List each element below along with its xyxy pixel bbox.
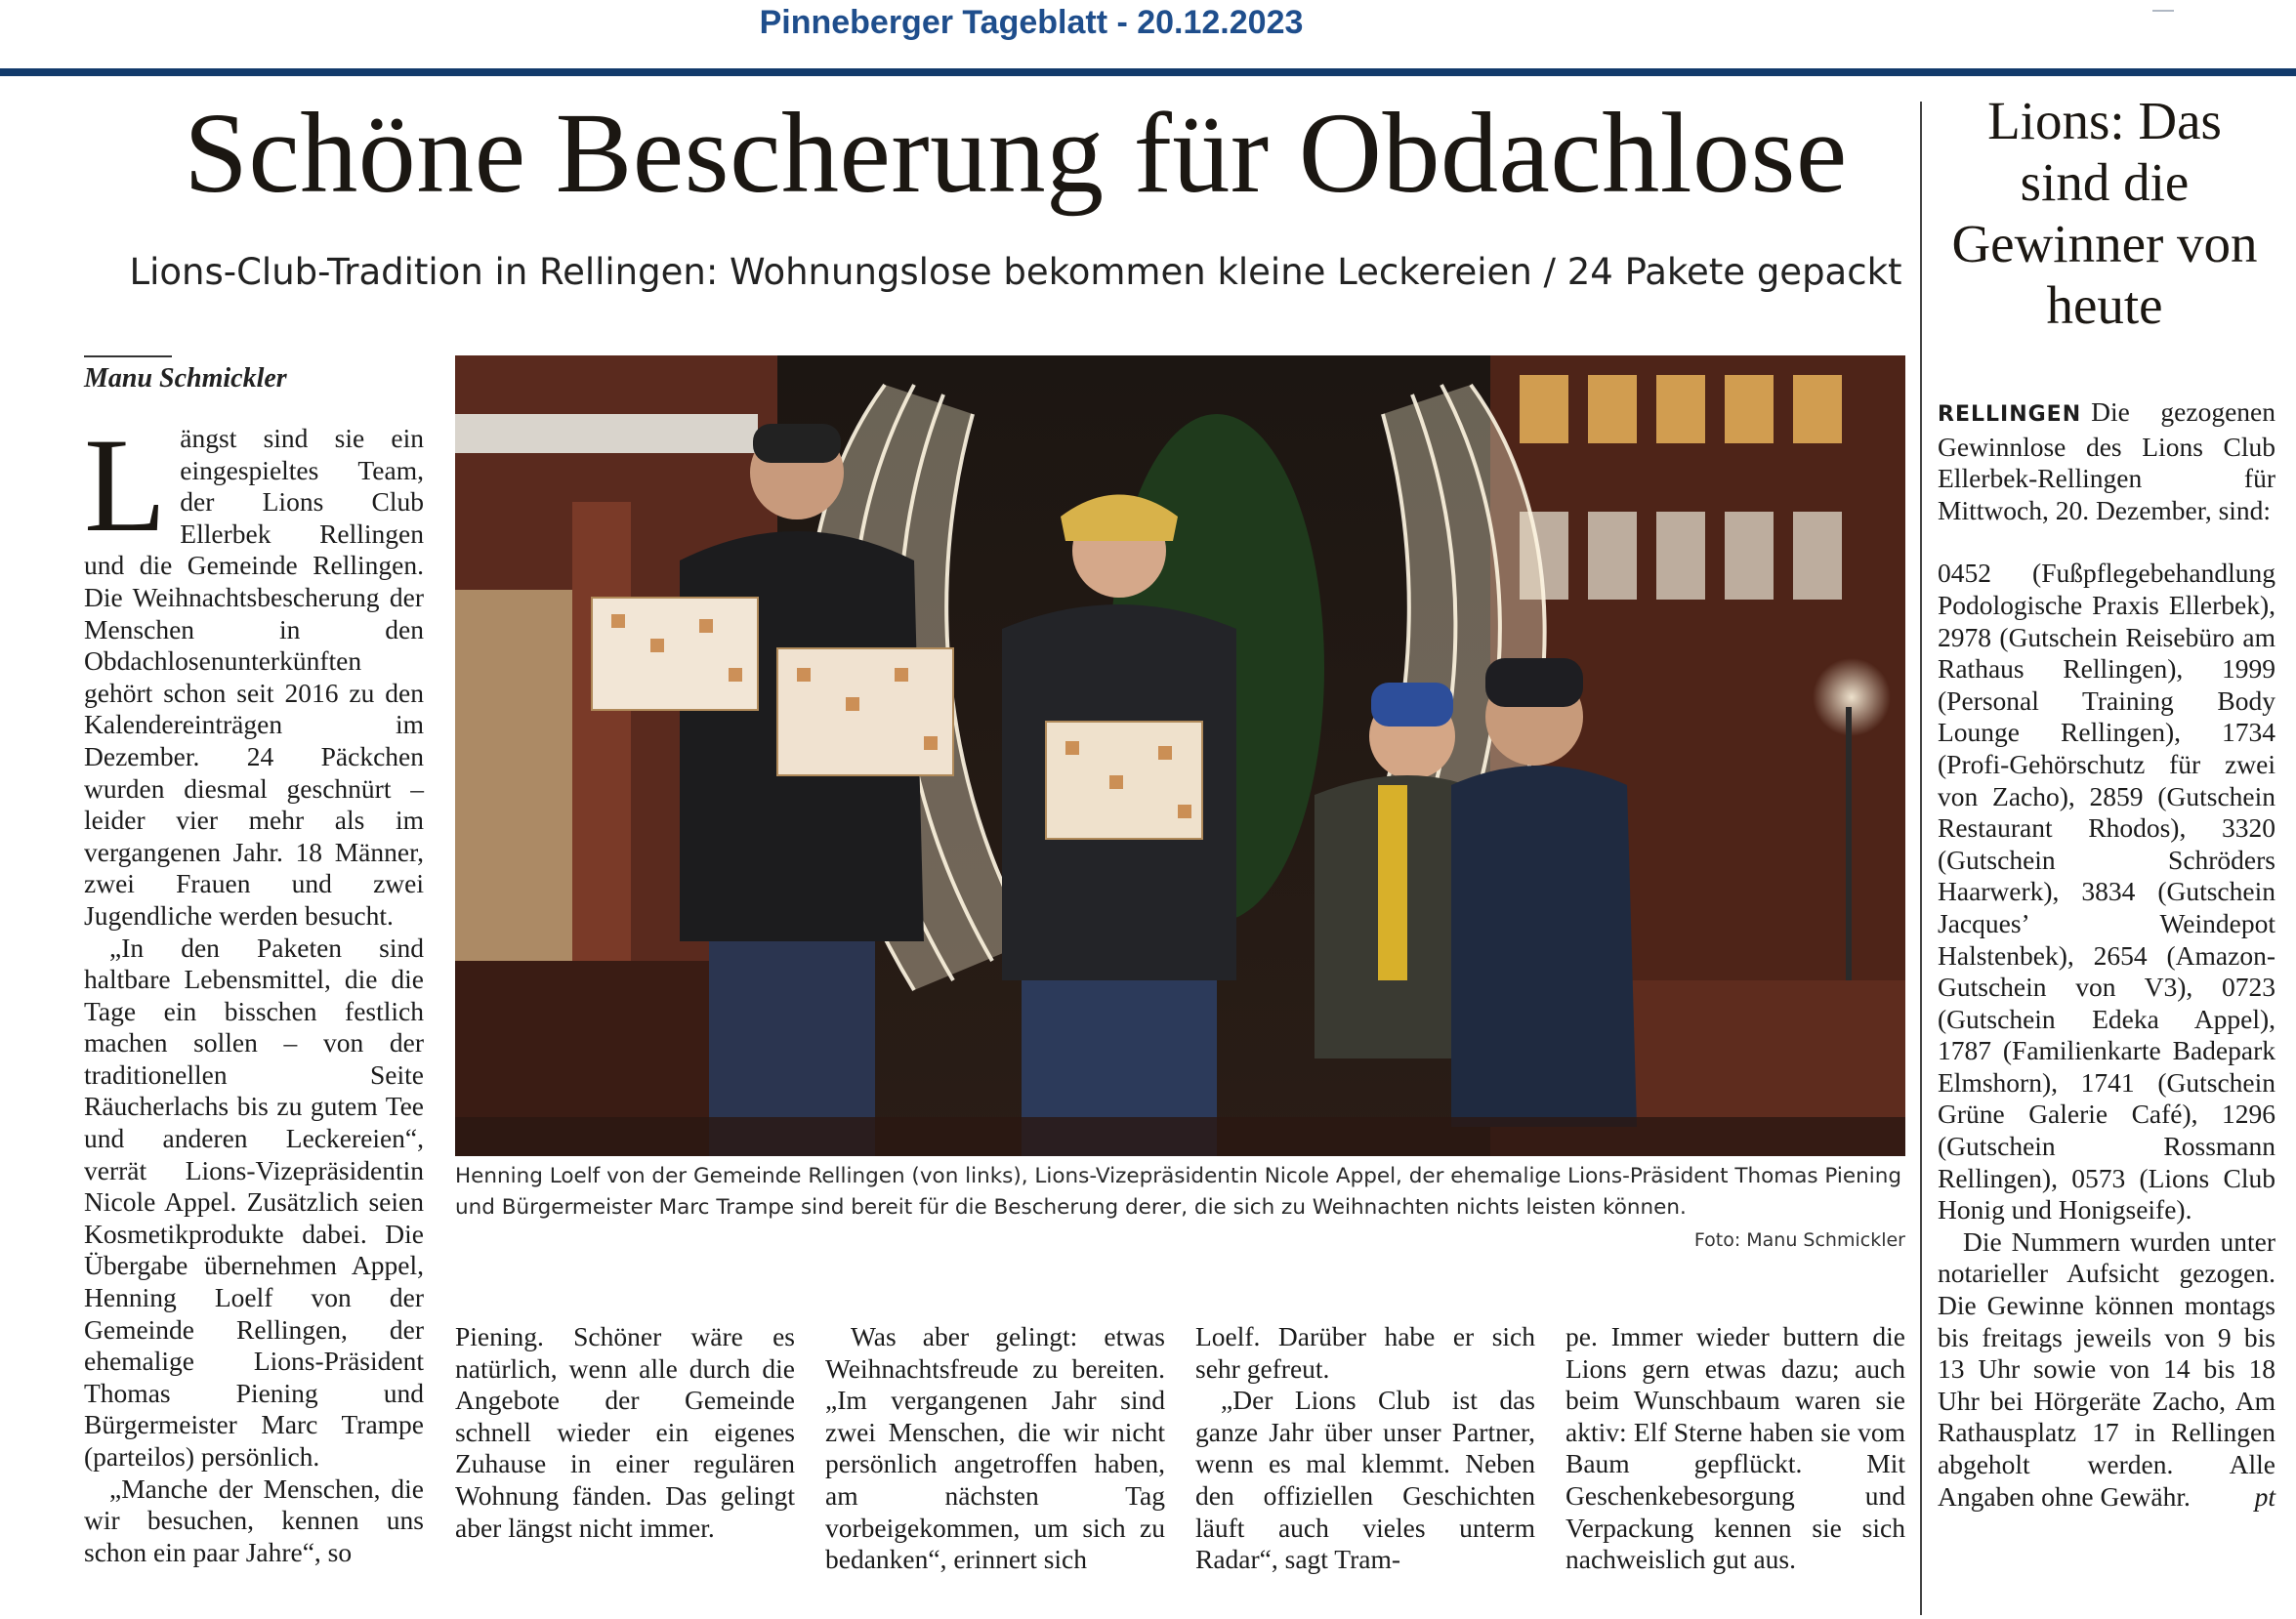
paragraph: „In den Paketen sind haltbare Lebensmittel, die die Tage ein bisschen festlich machen sollen – von der traditionellen Seite Räucherlachs bis zu gutem Tee und anderen Leckereien“, verrät Lions-Vizepräsidentin Nicole Appel. Zusätzlich seien Kosmetikprodukte dabei. Die Übergabe übernehmen Appel, Henning Loelf von der Gemeinde Rellingen, der ehemalige Lions-Präsident Thomas Piening und Bürgermeister Marc Trampe (parteilos) persönlich. [84, 932, 424, 1472]
paragraph: Piening. Schöner wäre es natürlich, wenn alle durch die Angebote der Gemeinde schnell wieder ein eigenes Zuhause in einer regulären Wohnung fänden. Das gelingt aber längst nicht immer. [455, 1321, 795, 1543]
article-column-4 [1195, 1321, 1535, 1576]
article-column-5 [1565, 1321, 1905, 1576]
article-photo [455, 355, 1905, 1156]
paragraph: Was aber gelingt: etwas Weihnachtsfreude zu bereiten. „Im vergangenen Jahr sind zwei Menschen, die wir nicht persönlich angetroffen haben, am nächsten Tag vorbeigekommen, um sich zu bedanken“, erinnert sich [825, 1321, 1165, 1575]
article-column-1 [84, 410, 424, 1568]
dropcap: L [84, 410, 167, 560]
author-rule [84, 355, 172, 357]
sidebar-title: Lions: Das sind die Gewinner von heute [1951, 91, 2258, 335]
header-rule [0, 68, 2296, 76]
photo-caption: Henning Loelf von der Gemeinde Rellingen (von links), Lions-Vizepräsidentin Nicole Appel, der ehemalige Lions-Präsident Thomas Piening und Bürgermeister Marc Trampe sind bereit für die Bescherung derer, die sich zu Weihnachten nichts leisten können. [455, 1164, 1902, 1220]
paragraph: Die Nummern wurden unter notarieller Aufsicht gezogen. Die Gewinne können montags bis freitags jeweils von 9 bis 13 Uhr sowie von 14 bis 18 Uhr bei Hörgeräte Zacho, Am Rathausplatz 17 in Rellingen abgeholt werden. Alle Angaben ohne Gewähr. [1938, 1225, 2275, 1512]
author-sign: pt [2254, 1480, 2275, 1512]
author-byline: Manu Schmickler [84, 363, 287, 394]
article-column-2 [455, 1321, 795, 1544]
column-divider [1920, 102, 1922, 1615]
paragraph: Loelf. Darüber habe er sich sehr gefreut. [1195, 1321, 1535, 1384]
source-line: Pinneberger Tageblatt - 20.12.2023 [759, 4, 1304, 41]
paragraph: „Der Lions Club ist das ganze Jahr über unser Partner, wenn es mal klemmt. Neben den offiziellen Geschichten läuft auch vieles unterm Radar“, sagt Tram- [1195, 1385, 1535, 1575]
paragraph: „Manche der Menschen, die wir besuchen, kennen uns schon ein paar Jahre“, so [84, 1473, 424, 1567]
paragraph: pe. Immer wieder buttern die Lions gern etwas dazu; auch beim Wunschbaum waren sie aktiv: Elf Sterne haben sie vom Baum gepflückt. Mit Geschenkebesorgung und Verpackung kennen sie sich nachweislich gut aus. [1565, 1321, 1905, 1575]
subheadline: Lions-Club-Tradition in Rellingen: Wohnungslose bekommen kleine Leckereien / 24 Pakete gepackt [129, 251, 1902, 293]
paragraph: ängst sind sie ein eingespieltes Team, der Lions Club Ellerbek Rellingen und die Gemeinde Rellingen. Die Weihnachtsbescherung der Menschen in den Obdachlosenunterkünften gehört schon seit 2016 zu den Kalendereinträgen im Dezember. 24 Päckchen wurden diesmal geschnürt – leider vier mehr als im vergangenen Jahr. 18 Männer, zwei Frauen und zwei Jugendliche werden besucht. [84, 423, 424, 931]
photo-credit: Foto: Manu Schmickler [1693, 1229, 1905, 1251]
article-column-3 [825, 1321, 1165, 1576]
sidebar-kicker: RELLINGEN [1938, 402, 2082, 427]
headline: Schöne Bescherung für Obdachlose [184, 89, 1848, 217]
paragraph: Die gezogenen Gewinnlose des Lions Club Ellerbek-Rellingen für Mittwoch, 20. Dezember, sind: [1938, 396, 2275, 525]
page-header [0, 0, 2296, 64]
paragraph: 0452 (Fußpflegebehandlung Podologische Praxis Ellerbek), 2978 (Gutschein Reisebüro am Rathaus Rellingen), 1999 (Personal Training Body Lounge Rellingen), 1734 (Profi-Gehörschutz für zwei von Zacho), 2859 (Gutschein Restaurant Rhodos), 3320 (Gutschein Schröders Haarwerk), 3834 (Gutschein Jacques’ Weindepot Halstenbek), 2654 (Amazon-Gutschein von V3), 0723 (Gutschein Edeka Appel), 1787 (Familienkarte Badepark Elmshorn), 1741 (Gutschein Grüne Galerie Café), 1296 (Gutschein Rossmann Rellingen), 0573 (Lions Club Honig und Honigseife). [1938, 558, 2275, 1225]
photo-illustration [455, 355, 1905, 1156]
sidebar-column [1938, 396, 2275, 1513]
corner-mark-icon [2152, 10, 2174, 18]
